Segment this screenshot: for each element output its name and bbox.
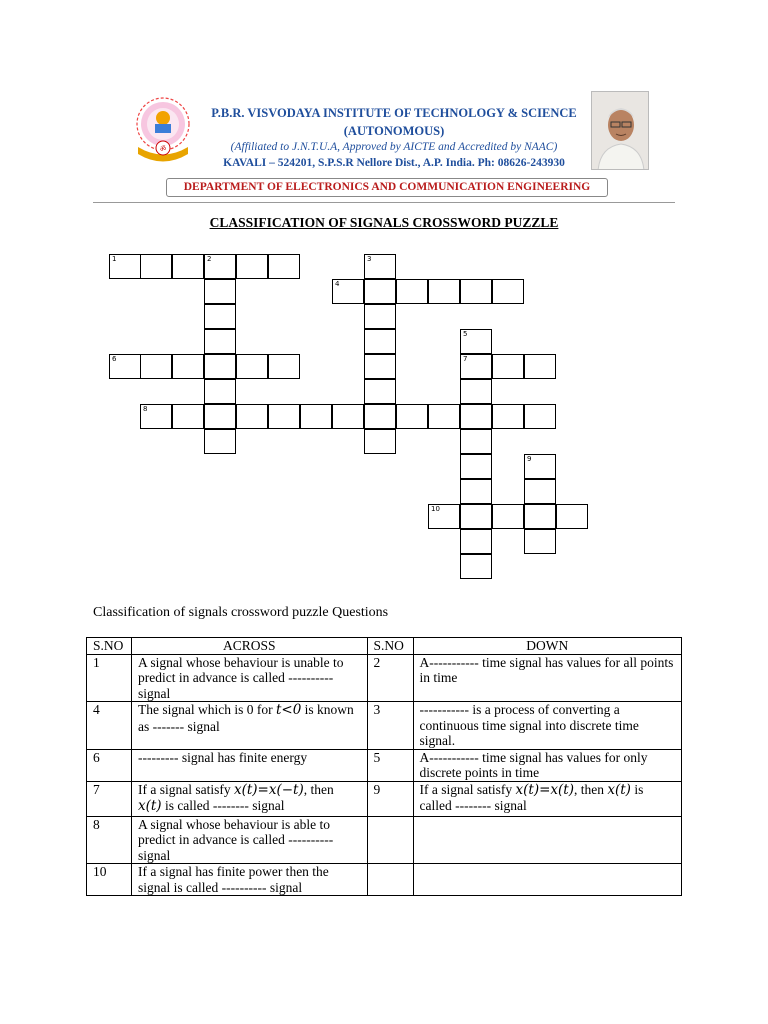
institute-name: P.B.R. VISVODAYA INSTITUTE OF TECHNOLOGY & SCIENCE xyxy=(211,106,577,120)
across-clue: --------- signal has finite energy xyxy=(131,749,367,781)
crossword-cell[interactable] xyxy=(428,404,460,429)
founder-photo xyxy=(591,91,649,170)
crossword-cell[interactable] xyxy=(236,254,268,279)
crossword-cell[interactable] xyxy=(492,279,524,304)
across-clue: A signal whose behaviour is able to predict in advance is called ---------- signal xyxy=(131,816,367,864)
crossword-cell[interactable] xyxy=(332,279,364,304)
table-row xyxy=(87,816,682,864)
crossword-cell[interactable] xyxy=(460,329,492,354)
crossword-cell[interactable] xyxy=(492,404,524,429)
crossword-cell[interactable] xyxy=(172,254,204,279)
math-expression: t<0 xyxy=(275,702,302,718)
crossword-cell[interactable] xyxy=(364,404,396,429)
across-clue: If a signal has finite power then the signal is called ---------- signal xyxy=(131,864,367,896)
table-row xyxy=(87,781,682,816)
page-title: CLASSIFICATION OF SIGNALS CROSSWORD PUZZLE xyxy=(209,215,559,230)
clue-number: 6 xyxy=(112,355,117,363)
clue-number: 10 xyxy=(431,505,440,513)
crossword-cell[interactable] xyxy=(492,504,524,529)
crossword-cell[interactable] xyxy=(364,329,396,354)
down-clue xyxy=(413,781,681,816)
crossword-cell[interactable] xyxy=(364,254,396,279)
table-row xyxy=(87,702,682,750)
clue-number: 1 xyxy=(112,255,117,263)
crossword-cell[interactable] xyxy=(460,454,492,479)
across-number: 1 xyxy=(87,654,132,702)
across-number: 10 xyxy=(87,864,132,896)
crossword-cell[interactable] xyxy=(364,379,396,404)
crossword-cell[interactable] xyxy=(300,404,332,429)
clue-text: is known as ------- signal xyxy=(137,702,354,734)
math-expression: x(t) xyxy=(137,798,162,814)
crossword-cell[interactable] xyxy=(364,354,396,379)
crossword-cell[interactable] xyxy=(140,354,172,379)
crossword-cell[interactable] xyxy=(204,254,236,279)
down-number: 2 xyxy=(367,654,413,702)
svg-text:ॐ: ॐ xyxy=(159,145,167,153)
column-header: S.NO xyxy=(87,638,132,655)
clue-text: is called -------- signal xyxy=(419,781,644,813)
crossword-cell[interactable] xyxy=(396,279,428,304)
crossword-cell[interactable] xyxy=(172,404,204,429)
crossword-cell[interactable] xyxy=(236,404,268,429)
table-header-row xyxy=(87,638,682,655)
clue-text: is called -------- signal xyxy=(161,798,285,813)
header-divider xyxy=(93,202,675,203)
crossword-cell[interactable] xyxy=(204,329,236,354)
clue-number: 8 xyxy=(143,405,148,413)
questions-heading: Classification of signals crossword puzzle Questions xyxy=(93,605,389,620)
across-clue: A signal whose behaviour is unable to predict in advance is called ---------- signal xyxy=(131,654,367,702)
clue-text: If a signal satisfy xyxy=(419,781,516,797)
table-row xyxy=(87,864,682,896)
crossword-cell[interactable] xyxy=(204,304,236,329)
math-expression: x(t)=x(t) xyxy=(515,781,574,798)
clues-table xyxy=(86,637,682,896)
crossword-cell[interactable] xyxy=(492,354,524,379)
clue-text: , then xyxy=(573,781,608,797)
crossword-cell[interactable] xyxy=(140,254,172,279)
crossword-cell[interactable] xyxy=(204,354,236,379)
crossword-cell[interactable] xyxy=(396,404,428,429)
crossword-cell[interactable] xyxy=(428,504,460,529)
crossword-cell[interactable] xyxy=(204,429,236,454)
crossword-cell[interactable] xyxy=(364,279,396,304)
crossword-cell[interactable] xyxy=(460,554,492,579)
down-clue xyxy=(413,864,681,896)
crossword-cell[interactable] xyxy=(428,279,460,304)
across-clue xyxy=(131,702,367,750)
crossword-cell[interactable] xyxy=(268,354,300,379)
institute-status: (AUTONOMOUS) xyxy=(343,124,445,138)
across-clue xyxy=(131,781,367,816)
clue-text: , then xyxy=(303,781,334,797)
crossword-cell[interactable] xyxy=(460,379,492,404)
crossword-cell[interactable] xyxy=(460,429,492,454)
crossword-cell[interactable] xyxy=(460,504,492,529)
crossword-cell[interactable] xyxy=(172,354,204,379)
crossword-cell[interactable] xyxy=(236,354,268,379)
crossword-cell[interactable] xyxy=(460,279,492,304)
down-number: 5 xyxy=(367,749,413,781)
crossword-cell[interactable] xyxy=(460,354,492,379)
crossword-cell[interactable] xyxy=(140,404,172,429)
crossword-cell[interactable] xyxy=(460,529,492,554)
clue-number: 3 xyxy=(367,255,372,263)
crossword-cell[interactable] xyxy=(524,354,556,379)
down-number: 9 xyxy=(367,781,413,816)
down-clue: A----------- time signal has values for all points in time xyxy=(413,654,681,702)
crossword-cell[interactable] xyxy=(524,454,556,479)
clue-text: The signal which is 0 for xyxy=(137,702,276,717)
math-expression: x(t) xyxy=(607,781,631,798)
down-number xyxy=(367,864,413,896)
institute-affiliation: (Affiliated to J.N.T.U.A, Approved by AICTE and Accredited by NAAC) xyxy=(230,141,558,153)
crossword-cell[interactable] xyxy=(524,479,556,504)
across-number: 4 xyxy=(87,702,132,750)
crossword-cell[interactable] xyxy=(204,379,236,404)
crossword-cell[interactable] xyxy=(332,404,364,429)
clue-number: 2 xyxy=(207,255,212,263)
across-number: 8 xyxy=(87,816,132,864)
crossword-cell[interactable] xyxy=(460,404,492,429)
down-number: 3 xyxy=(367,702,413,750)
down-clue: A----------- time signal has values for only discrete points in time xyxy=(413,749,681,781)
crossword-cell[interactable] xyxy=(268,404,300,429)
clue-text: If a signal satisfy xyxy=(137,781,234,797)
department-banner: DEPARTMENT OF ELECTRONICS AND COMMUNICATION ENGINEERING xyxy=(166,178,608,197)
crossword-cell[interactable] xyxy=(204,279,236,304)
crossword-cell[interactable] xyxy=(109,354,141,379)
clue-number: 5 xyxy=(463,330,468,338)
down-number xyxy=(367,816,413,864)
clue-number: 7 xyxy=(463,355,468,363)
down-clue: ----------- is a process of converting a continuous time signal into discrete time signal. xyxy=(413,702,681,750)
math-expression: x(t)=x(−t) xyxy=(233,781,304,798)
crossword-cell[interactable] xyxy=(556,504,588,529)
column-header: ACROSS xyxy=(131,638,367,655)
college-logo xyxy=(128,92,198,172)
crossword-cell[interactable] xyxy=(524,404,556,429)
table-row xyxy=(87,749,682,781)
column-header: DOWN xyxy=(413,638,681,655)
crossword-cell[interactable] xyxy=(364,304,396,329)
across-number: 6 xyxy=(87,749,132,781)
crossword-cell[interactable] xyxy=(364,429,396,454)
column-header: S.NO xyxy=(367,638,413,655)
crossword-cell[interactable] xyxy=(204,404,236,429)
institute-address: KAVALI – 524201, S.P.S.R Nellore Dist., A.P. India. Ph: 08626-243930 xyxy=(223,157,565,169)
crossword-cell[interactable] xyxy=(524,529,556,554)
crossword-cell[interactable] xyxy=(524,504,556,529)
across-number: 7 xyxy=(87,781,132,816)
crossword-cell[interactable] xyxy=(460,479,492,504)
clue-number: 9 xyxy=(527,455,532,463)
table-row xyxy=(87,654,682,702)
crossword-cell[interactable] xyxy=(268,254,300,279)
down-clue xyxy=(413,816,681,864)
clue-number: 4 xyxy=(335,280,340,288)
crossword-cell[interactable] xyxy=(109,254,141,279)
